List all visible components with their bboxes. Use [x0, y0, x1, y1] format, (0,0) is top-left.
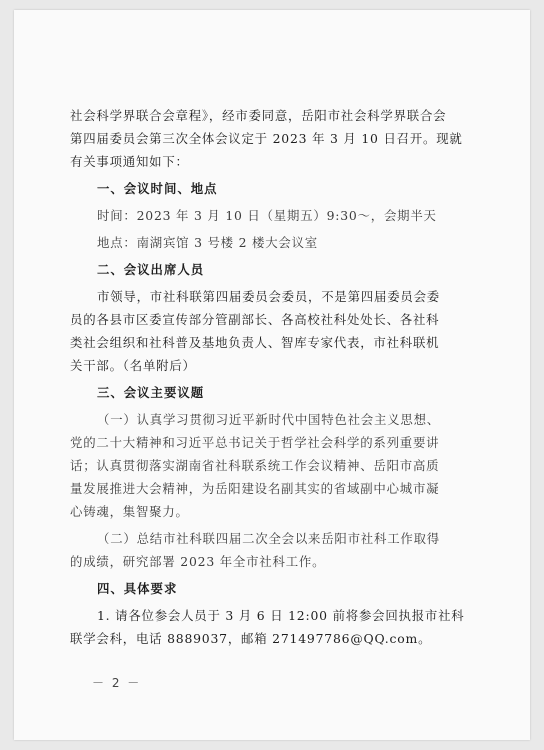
meeting-place: 地点：南湖宾馆 3 号楼 2 楼大会议室: [97, 235, 318, 250]
intro-line-1: 社会科学界联合会章程》，经市委同意，岳阳市社会科学界联合会: [70, 108, 447, 123]
attendees-line-1: 市领导，市社科联第四届委员会委员，不是第四届委员会委: [97, 289, 440, 304]
document-body: [70, 106, 474, 649]
page-number: － 2 －: [92, 676, 142, 690]
document-page: [14, 10, 530, 740]
attendees-line-3: 类社会组织和社科普及基地负责人、智库专家代表，市社科联机: [70, 335, 440, 350]
requirement-line-1: 1. 请各位参会人员于 3 月 6 日 12:00 前将参会回执报市社科: [97, 608, 465, 623]
section-1-heading: 一、会议时间、地点: [97, 181, 218, 196]
section-3-heading: 三、会议主要议题: [97, 385, 205, 400]
intro-line-2: 第四届委员会第三次全体会议定于 2023 年 3 月 10 日召开。现就: [70, 131, 463, 146]
section-4-heading: 四、具体要求: [97, 581, 178, 596]
topic-1-line-3: 话；认真贯彻落实湖南省社科联系统工作会议精神、岳阳市高质: [70, 458, 440, 473]
attendees-line-2: 员的各县市区委宣传部分管副部长、各高校社科处处长、各社科: [70, 312, 440, 327]
requirement-line-2: 联学会科，电话 8889037，邮箱 271497786@QQ.com。: [70, 631, 432, 646]
meeting-time: 时间：2023 年 3 月 10 日（星期五）9:30～，会期半天: [97, 208, 437, 223]
topic-1-line-1: （一）认真学习贯彻习近平新时代中国特色社会主义思想、: [97, 412, 440, 427]
section-2-heading: 二、会议出席人员: [97, 262, 205, 277]
intro-line-3: 有关事项通知如下：: [70, 154, 189, 169]
topic-2-line-2: 的成绩，研究部署 2023 年全市社科工作。: [70, 554, 326, 569]
topic-2-line-1: （二）总结市社科联四届二次全会以来岳阳市社科工作取得: [97, 531, 440, 546]
topic-1-line-5: 心铸魂，集智聚力。: [70, 504, 189, 519]
topic-1-line-2: 党的二十大精神和习近平总书记关于哲学社会科学的系列重要讲: [70, 435, 440, 450]
topic-1-line-4: 量发展推进大会精神，为岳阳建设名副其实的省域副中心城市凝: [70, 481, 440, 496]
attendees-line-4: 关干部。（名单附后）: [70, 358, 196, 373]
